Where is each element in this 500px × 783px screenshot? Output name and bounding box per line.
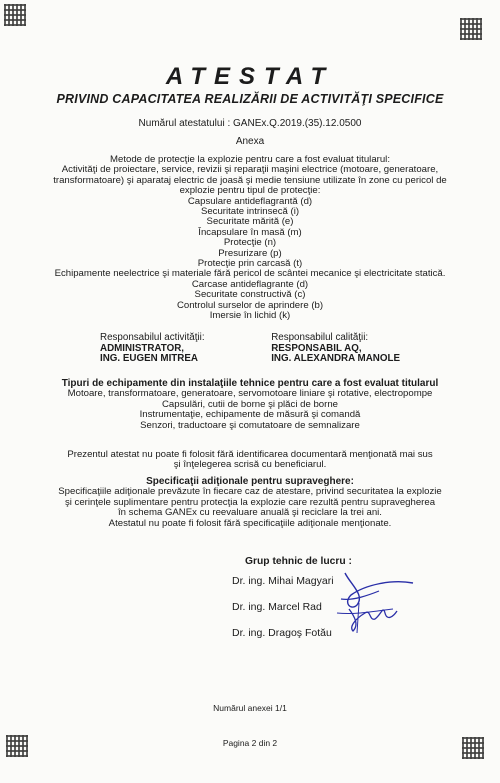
methods-intro-line: explozie pentru tipul de protecţie: xyxy=(179,185,321,197)
methods-intro-line: transformatoare) şi aparataj electric de joasă şi medie tensiune utilizate în zone cu pericol de xyxy=(53,174,447,186)
activity-responsible-role: ADMINISTRATOR, xyxy=(100,342,184,354)
method-item: Echipamente neelectrice şi materiale fără pericol de scântei mecanice şi electricitate statică. xyxy=(54,268,446,280)
supervision-heading: Specificaţii adiţionale pentru supraveghere: xyxy=(146,476,354,487)
supervision-line: în schema GANEx cu reevaluare anuală şi reciclare la trei ani. xyxy=(118,507,382,519)
supervision-line: Atestatul nu poate fi folosit fără specificaţiile adiţionale menţionate. xyxy=(108,517,392,529)
activity-responsible xyxy=(100,333,205,365)
document-title: ATESTAT xyxy=(165,63,335,90)
technical-group-heading: Grup tehnic de lucru : xyxy=(245,556,352,567)
method-item: Protecţie prin carcasă (t) xyxy=(197,258,303,270)
equipment-item: Senzori, traductoare şi comutatoare de semnalizare xyxy=(140,419,360,431)
methods-intro-line: Metode de protecţie la explozie pentru care a fost evaluat titularul: xyxy=(110,154,390,165)
annex-number: Numărul anexei 1/1 xyxy=(213,703,287,713)
supervision-line: Specificaţiile adiţionale prevăzute în fiecare caz de atestare, privind securitatea la explozie xyxy=(58,486,442,498)
corner-mark xyxy=(460,18,482,40)
equipment-item: Instrumentaţie, echipamente de măsură şi comandă xyxy=(139,409,361,421)
method-item: Capsulare antideflagrantă (d) xyxy=(187,195,313,207)
method-item: Securitate intrinsecă (i) xyxy=(200,206,300,218)
certificate-number: GANEx.Q.2019.(35).12.0500 xyxy=(233,118,362,129)
group-member: Dr. ing. Mihai Magyari xyxy=(232,575,334,587)
usage-notice xyxy=(0,450,500,471)
quality-responsible-name: ING. ALEXANDRA MANOLE xyxy=(271,353,400,365)
document-subtitle: PRIVIND CAPACITATEA REALIZĂRII DE ACTIVITĂŢI SPECIFICE xyxy=(56,92,444,106)
page-number: Pagina 2 din 2 xyxy=(222,738,278,748)
method-item: Securitate mărită (e) xyxy=(206,216,294,228)
method-item: Carcase antideflagrante (d) xyxy=(191,278,309,290)
certificate-number-line xyxy=(0,119,500,129)
method-item: Securitate constructivă (c) xyxy=(194,289,306,301)
method-item: Imersie în lichid (k) xyxy=(209,310,291,322)
method-item: Controlul surselor de aprindere (b) xyxy=(176,299,324,311)
handwritten-signature xyxy=(335,565,425,635)
equipment-item: Capsulări, cutii de borne şi plăci de borne xyxy=(162,398,338,410)
quality-responsible-label: Responsabilul calităţii: xyxy=(271,332,369,343)
certificate-number-label: Numărul atestatului : xyxy=(138,118,231,129)
group-member: Dr. ing. Marcel Rad xyxy=(232,601,322,613)
corner-mark xyxy=(4,4,26,26)
supervision-specs xyxy=(0,477,500,529)
protection-methods xyxy=(0,155,500,322)
activity-responsible-label: Responsabilul activităţii: xyxy=(100,332,205,343)
annex-label: Anexa xyxy=(235,136,265,147)
quality-responsible xyxy=(271,333,400,365)
notice-line: şi înţelegerea scrisă cu beneficiarul. xyxy=(173,459,327,471)
supervision-line: şi cerinţele suplimentare pentru protecţia la explozie care rezultă pentru supravegherea xyxy=(64,496,436,508)
equipment-heading: Tipuri de echipamente din instalaţiile tehnice pentru care a fost evaluat titularul xyxy=(61,378,439,389)
method-item: Protecţie (n) xyxy=(223,237,277,249)
methods-intro-line: Activităţi de proiectare, service, revizii şi reparaţii maşini electrice (motoare, generatoare, xyxy=(61,164,439,176)
quality-responsible-role: RESPONSABIL AQ, xyxy=(271,342,362,354)
method-item: Încapsulare în masă (m) xyxy=(198,226,302,238)
activity-responsible-name: ING. EUGEN MITREA xyxy=(100,353,198,365)
equipment-item: Motoare, transformatoare, generatoare, servomotoare liniare şi rotative, electropompe xyxy=(67,388,433,400)
group-member: Dr. ing. Dragoş Fotău xyxy=(232,627,332,639)
method-item: Presurizare (p) xyxy=(218,247,282,259)
notice-line: Prezentul atestat nu poate fi folosit fără identificarea documentară menţionată mai sus xyxy=(67,449,433,460)
equipment-types xyxy=(0,379,500,431)
